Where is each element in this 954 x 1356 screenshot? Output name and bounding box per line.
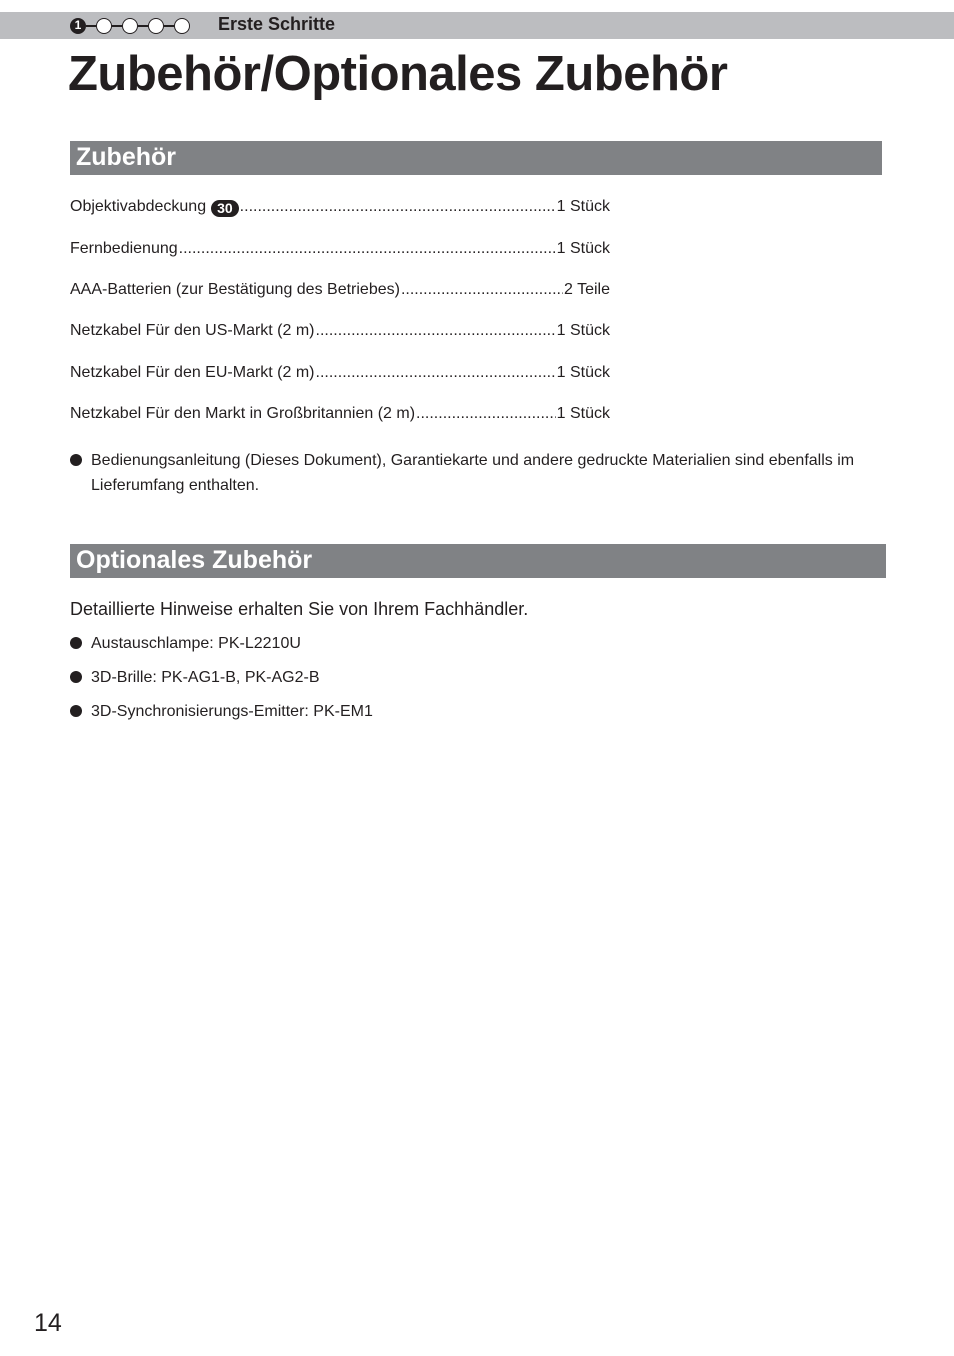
accessory-quantity: 1 Stück — [556, 364, 610, 381]
step-connector — [138, 25, 148, 27]
accessory-name: Objektivabdeckung — [70, 198, 207, 215]
chapter-progress-steps — [70, 16, 190, 36]
accessory-quantity: 1 Stück — [556, 405, 610, 422]
optional-item-text: Austauschlampe: PK-L2210U — [91, 635, 301, 652]
section-heading-zubehoer: Zubehör — [70, 141, 882, 175]
step-1-icon: 1 — [70, 18, 86, 34]
list-item — [70, 699, 373, 724]
chapter-title: Erste Schritte — [218, 14, 336, 34]
bullet-icon — [70, 705, 82, 717]
page-number: 14 — [34, 1309, 62, 1337]
page-reference-badge[interactable]: 30 — [211, 200, 239, 217]
leader-dots — [240, 198, 556, 216]
step-connector — [164, 25, 174, 27]
accessory-name: Netzkabel Für den EU-Markt (2 m) — [70, 364, 315, 381]
accessory-quantity: 1 Stück — [556, 198, 610, 215]
accessory-quantity: 1 Stück — [556, 240, 610, 257]
page-title: Zubehör/Optionales Zubehör — [68, 47, 728, 101]
optional-intro: Detaillierte Hinweise erhalten Sie von Ihrem Fachhändler. — [70, 599, 529, 619]
leader-dots — [416, 405, 556, 423]
accessory-name: Netzkabel Für den Markt in Großbritannien (2 m) — [70, 405, 416, 422]
list-item — [70, 665, 320, 690]
leader-dots — [316, 364, 556, 382]
accessory-row — [70, 198, 610, 216]
accessory-note — [70, 448, 890, 498]
accessory-name: Netzkabel Für den US-Markt (2 m) — [70, 322, 315, 339]
bullet-icon — [70, 671, 82, 683]
step-connector — [86, 25, 96, 27]
accessory-row — [70, 322, 610, 340]
leader-dots — [179, 240, 556, 258]
step-connector — [112, 25, 122, 27]
step-2-icon — [96, 18, 112, 34]
accessory-name: Fernbedienung — [70, 240, 178, 257]
optional-item-text: 3D-Synchronisierungs-Emitter: PK-EM1 — [91, 703, 373, 720]
accessory-name: AAA-Batterien (zur Bestätigung des Betriebes) — [70, 281, 400, 298]
leader-dots — [316, 322, 556, 340]
leader-dots — [401, 281, 563, 299]
section-heading-optional: Optionales Zubehör — [70, 544, 886, 578]
note-text: Bedienungsanleitung (Dieses Dokument), Garantiekarte und andere gedruckte Materialien sind ebenfalls im Lieferumfang enthalten. — [91, 452, 855, 494]
accessory-quantity: 2 Teile — [564, 281, 610, 298]
step-4-icon — [148, 18, 164, 34]
accessory-row — [70, 240, 610, 258]
accessory-row — [70, 405, 610, 423]
bullet-icon — [70, 637, 82, 649]
bullet-icon — [70, 454, 82, 466]
step-3-icon — [122, 18, 138, 34]
step-5-icon — [174, 18, 190, 34]
accessory-quantity: 1 Stück — [556, 322, 610, 339]
accessory-row — [70, 364, 610, 382]
accessory-row — [70, 281, 610, 299]
list-item — [70, 631, 301, 656]
optional-item-text: 3D-Brille: PK-AG1-B, PK-AG2-B — [91, 669, 320, 686]
